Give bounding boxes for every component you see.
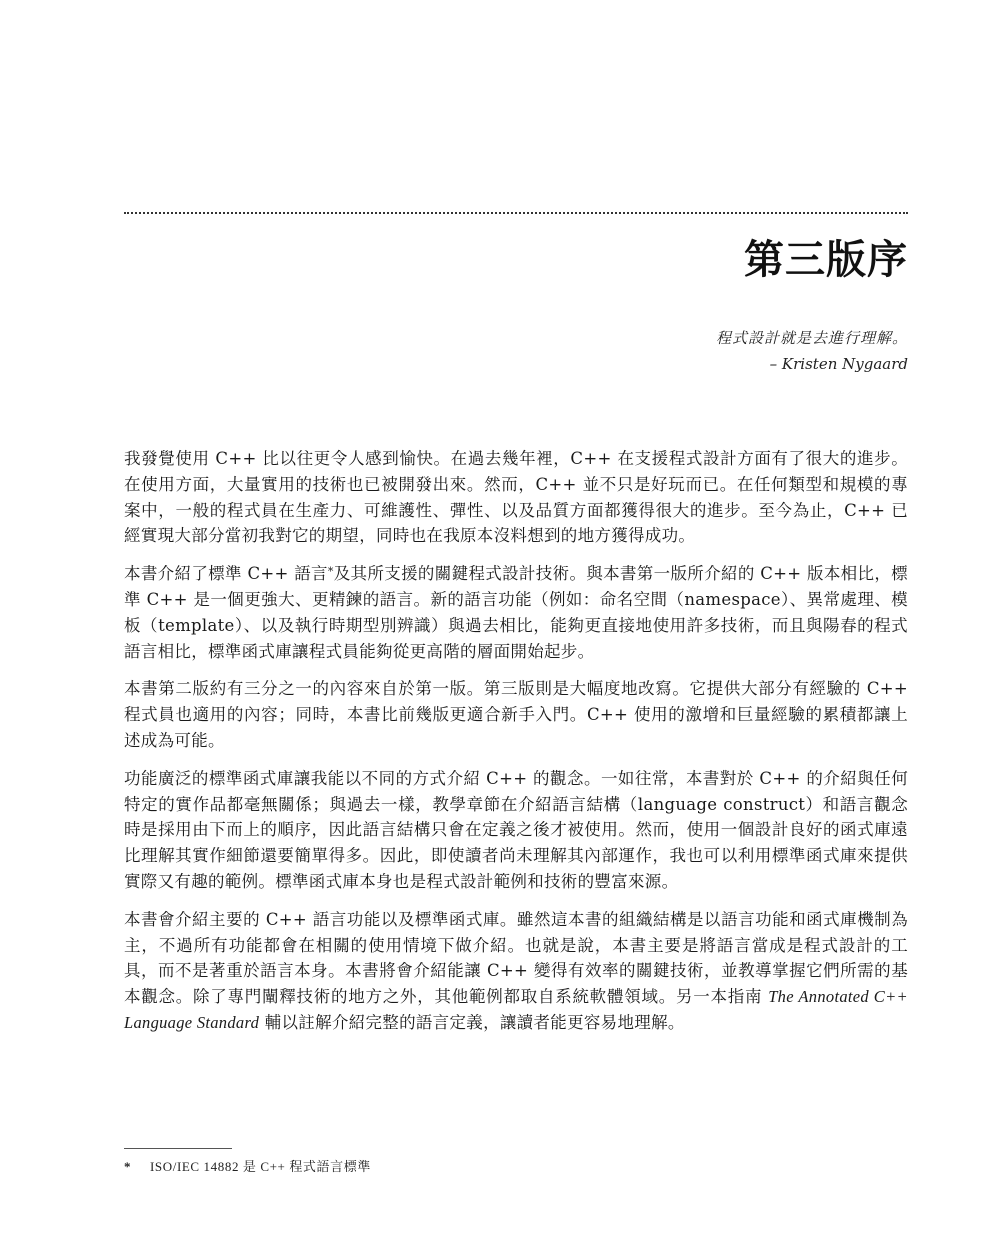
footnote-divider bbox=[124, 1148, 232, 1149]
epigraph-attribution: – Kristen Nygaard bbox=[769, 355, 908, 373]
paragraph-1: 我發覺使用 C++ 比以往更令人感到愉快。在過去幾年裡，C++ 在支援程式設計方面有了很大的進步。在使用方面，大量實用的技術也已被開發出來。然而，C++ 並不只是好玩而已。在任何類型和規模的專案中，一般的程式員在生產力、可維護性、彈性、以及品質方面都獲得很大的進步。至今為止，C++ 已經實現大部分當初我對它的期望，同時也在我原本沒料想到的地方獲得成功。 bbox=[124, 449, 908, 546]
paragraph-2-text-b: 及其所支援的關鍵程式設計技術。與本書第一版所介紹的 C++ 版本相比，標準 C++ 是一個更強大、更精鍊的語言。新的語言功能（例如：命名空間（namespace）、異常處理、模板（template）、以及執行時期型別辨識）與過去相比，能夠更直接地使用許多技術，而且與陽春的程式語言相比，標準函式庫讓程式員能夠從更高階的層面開始起步。 bbox=[124, 564, 908, 661]
book-title: The Annotated C++ Language Standard bbox=[124, 987, 908, 1032]
footnote-text: ISO/IEC 14882 是 C++ 程式語言標準 bbox=[150, 1159, 371, 1174]
footnote-mark: * bbox=[124, 1159, 132, 1174]
paragraph-2 bbox=[124, 561, 908, 664]
paragraph-5-text-a: 本書會介紹主要的 C++ 語言功能以及標準函式庫。雖然這本書的組織結構是以語言功能和函式庫機制為主，不過所有功能都會在相關的使用情境下做介紹。也就是說，本書主要是將語言當成是程式設計的工具，而不是著重於語言本身。本書將會介紹能讓 C++ 變得有效率的關鍵技術，並教導掌握它們所需的基本觀念。除了專門闡釋技術的地方之外，其他範例都取自系統軟體領域。另一本指南 bbox=[124, 909, 908, 1007]
title-divider bbox=[124, 212, 908, 214]
paragraph-5-text-b: 輔以註解介紹完整的語言定義，讓讀者能更容易地理解。 bbox=[259, 1012, 685, 1032]
epigraph-quote: 程式設計就是去進行理解。 bbox=[715, 329, 908, 347]
footnote bbox=[124, 1156, 371, 1175]
paragraph-5 bbox=[124, 907, 908, 1036]
paragraph-3: 本書第二版約有三分之一的內容來自於第一版。第三版則是大幅度地改寫。它提供大部分有經驗的 C++ 程式員也適用的內容；同時，本書比前幾版更適合新手入門。C++ 使用的激增和巨量經驗的累積都讓上述成為可能。 bbox=[124, 679, 908, 750]
epigraph bbox=[716, 325, 908, 377]
chapter-title: 第三版序 bbox=[744, 237, 908, 283]
paragraph-2-text-a: 本書介紹了標準 C++ 語言 bbox=[124, 564, 328, 584]
paragraph-4: 功能廣泛的標準函式庫讓我能以不同的方式介紹 C++ 的觀念。一如往常，本書對於 C++ 的介紹與任何特定的實作品都毫無關係；與過去一樣，教學章節在介紹語言結構（language construct）和語言觀念時是採用由下而上的順序，因此語言結構只會在定義之後才被使用。然而，使用一個設計良好的函式庫遠比理解其實作細節還要簡單得多。因此，即使讀者尚未理解其內部運作，我也可以利用標準函式庫來提供實際又有趣的範例。標準函式庫本身也是程式設計範例和技術的豐富來源。 bbox=[124, 768, 908, 891]
body-text bbox=[124, 446, 908, 1048]
footnote-reference: * bbox=[327, 565, 334, 579]
